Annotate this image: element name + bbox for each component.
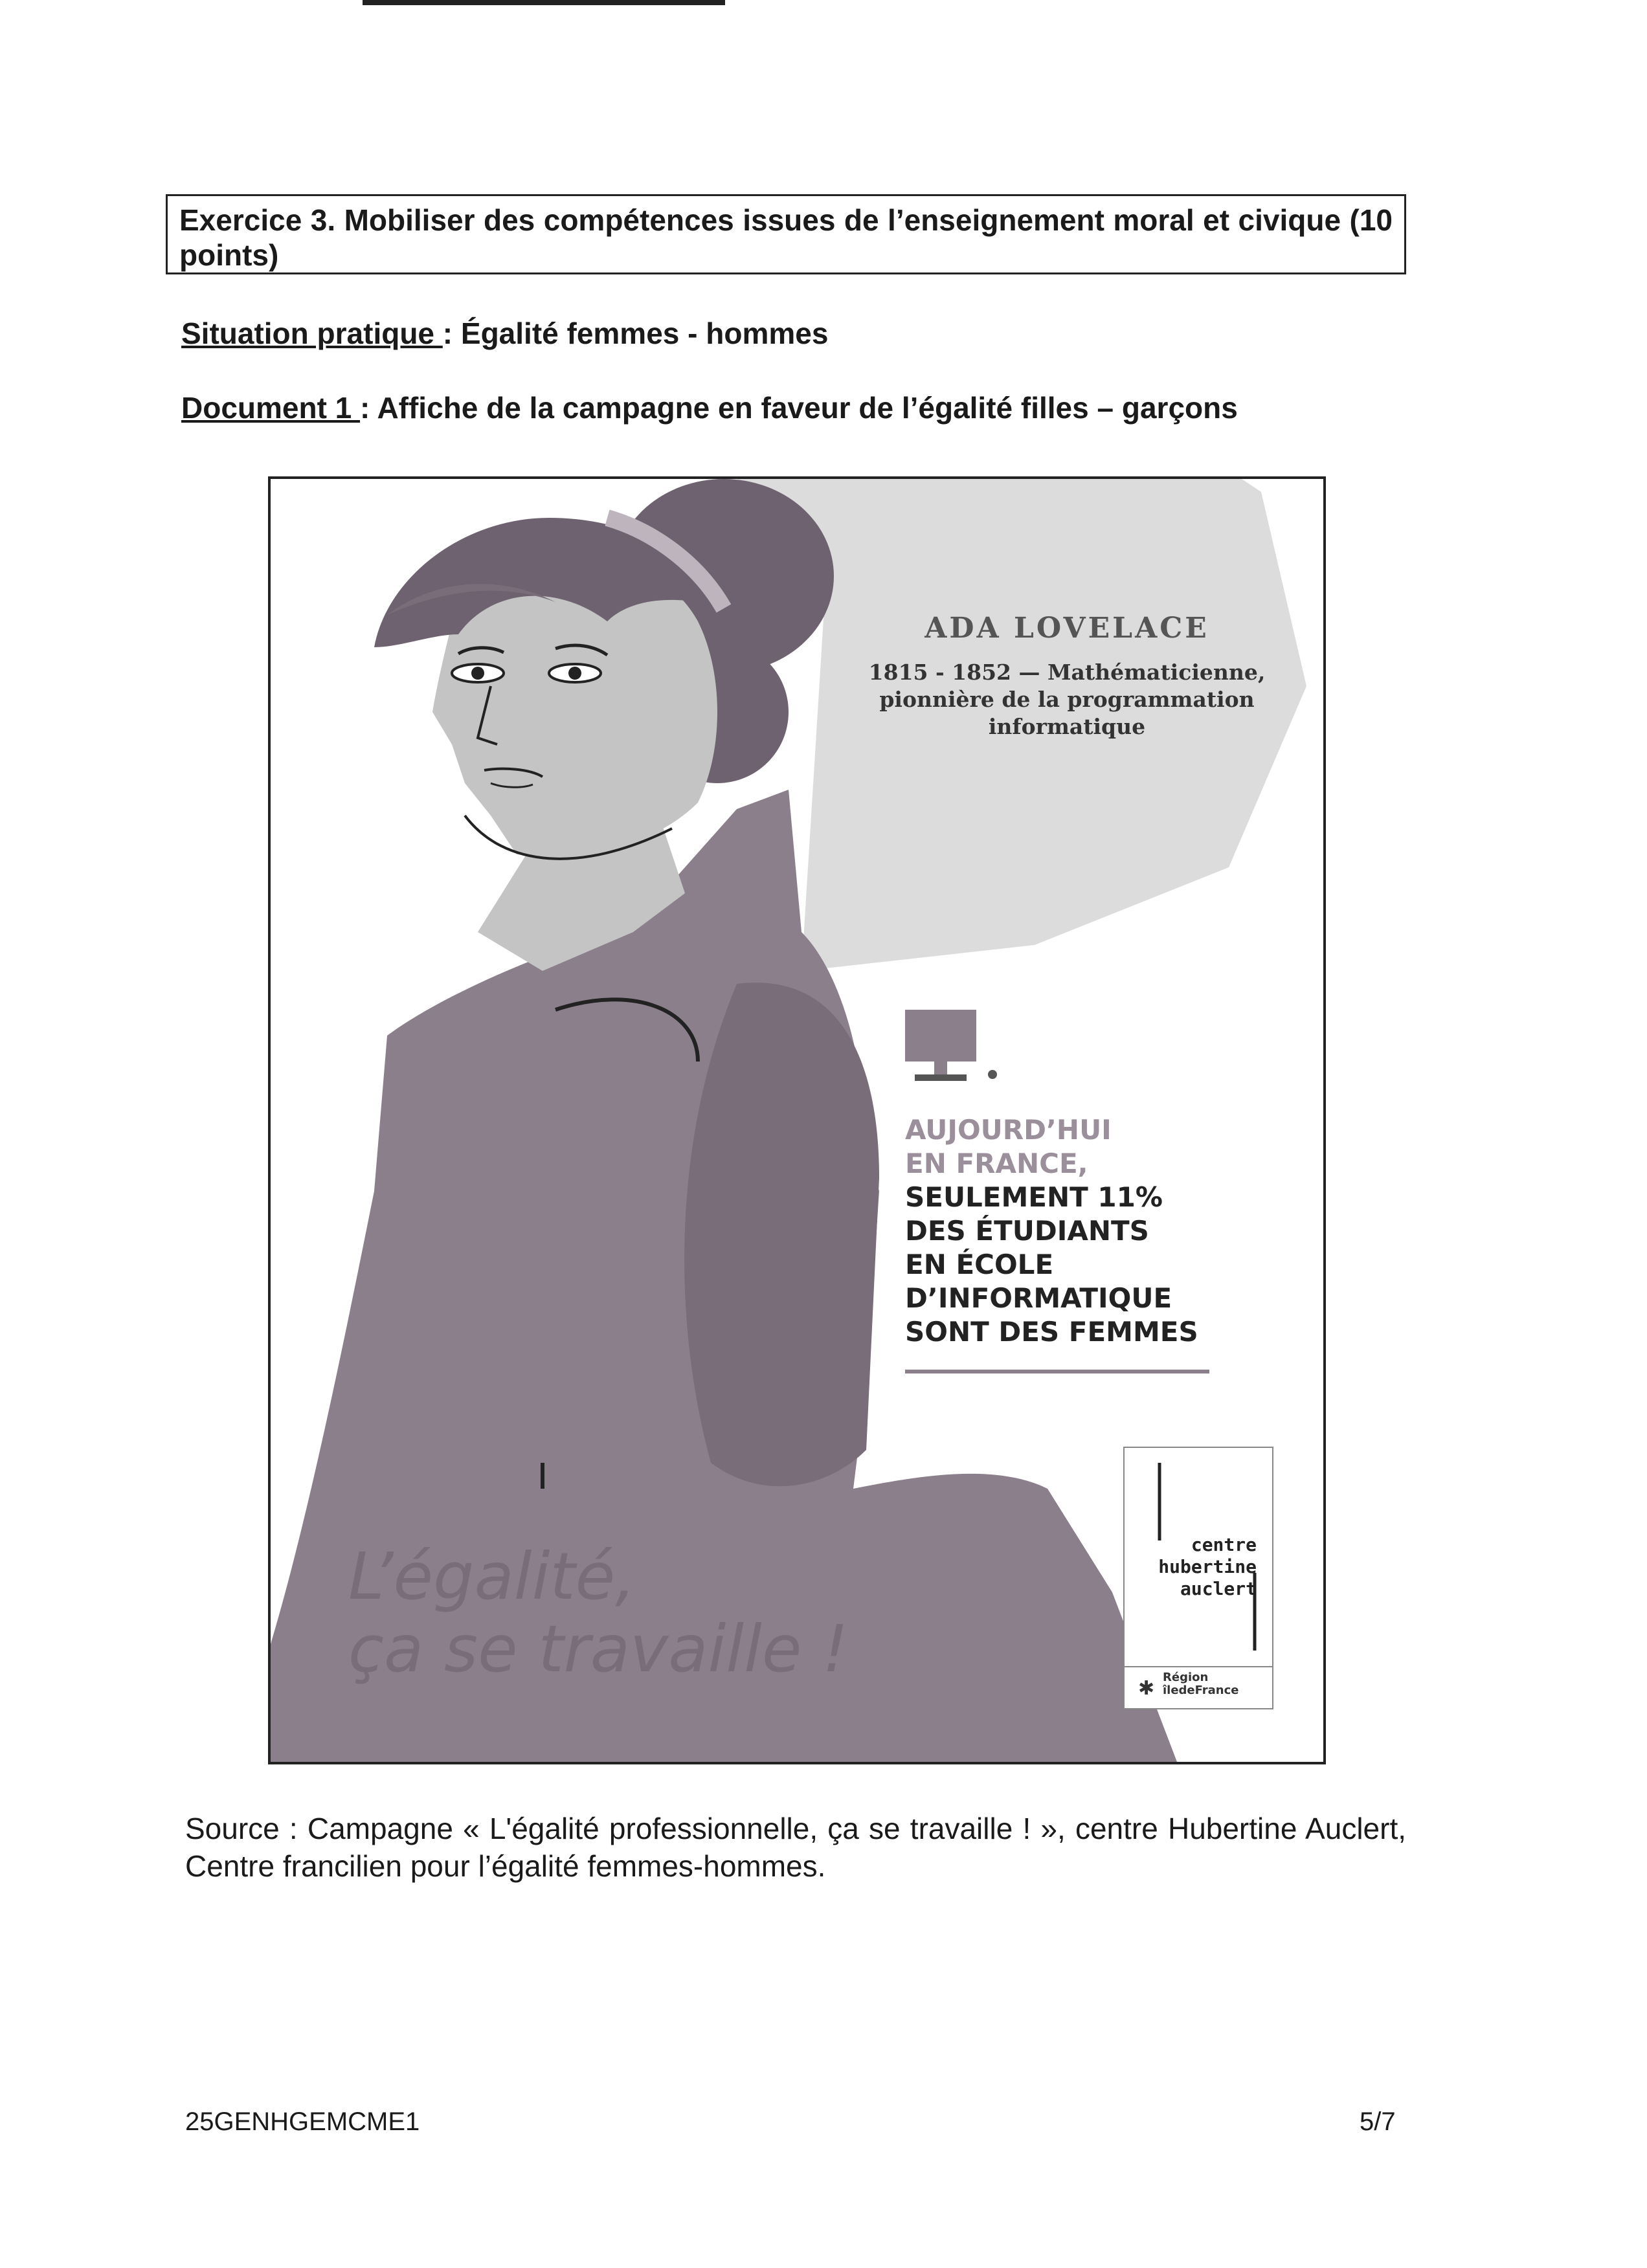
right-pupil bbox=[568, 667, 581, 680]
document1-line bbox=[181, 390, 1238, 426]
slogan-line2: ça se travaille ! bbox=[348, 1611, 849, 1687]
slogan-line1: L’égalité, bbox=[348, 1539, 636, 1614]
poster-stat bbox=[905, 1113, 1198, 1349]
stat-line-1: AUJOURD’HUI bbox=[905, 1114, 1112, 1146]
computer-icon bbox=[905, 1010, 997, 1081]
sleeve-shape bbox=[684, 983, 879, 1486]
stat-underline bbox=[905, 1370, 1209, 1373]
region-logo bbox=[1163, 1671, 1239, 1697]
poster-slogan bbox=[348, 1540, 848, 1685]
stat-line-3: SEULEMENT 11% bbox=[905, 1181, 1163, 1213]
situation-separator: : bbox=[442, 317, 461, 350]
stat-line-7: SONT DES FEMMES bbox=[905, 1316, 1198, 1348]
situation-line bbox=[181, 315, 828, 351]
footer-page-number: 5/7 bbox=[1360, 2107, 1396, 2136]
footer-code: 25GENHGEMCME1 bbox=[185, 2107, 420, 2136]
logo-line3: auclert bbox=[1180, 1578, 1257, 1599]
document1-label: Document 1 bbox=[181, 391, 361, 425]
campaign-poster bbox=[268, 476, 1326, 1764]
poster-name: ADA LOVELACE bbox=[924, 612, 1209, 645]
region-line1: Région bbox=[1163, 1671, 1209, 1684]
document1-text: Affiche de la campagne en faveur de l’égalité filles – garçons bbox=[377, 391, 1238, 425]
stat-line-4: DES ÉTUDIANTS bbox=[905, 1215, 1149, 1247]
stat-line-6: D’INFORMATIQUE bbox=[905, 1282, 1172, 1314]
poster-bio-line2: pionnière de la programmation bbox=[879, 687, 1255, 712]
scan-top-mark bbox=[363, 0, 725, 5]
poster-bio bbox=[840, 659, 1294, 740]
stat-line-2: EN FRANCE, bbox=[905, 1148, 1088, 1179]
logo-text bbox=[1124, 1534, 1257, 1600]
logo-line1: centre bbox=[1191, 1534, 1257, 1555]
region-star-icon: ✱ bbox=[1138, 1677, 1155, 1700]
document1-separator: : bbox=[360, 391, 377, 425]
situation-label: Situation pratique bbox=[181, 317, 443, 350]
exercise-heading bbox=[166, 194, 1406, 274]
situation-text: Égalité femmes - hommes bbox=[460, 317, 829, 350]
exercise-title: Exercice 3. Mobiliser des compétences issues de l’enseignement moral et civique (10 points) bbox=[179, 203, 1393, 272]
poster-bio-line1: 1815 - 1852 — Mathématicienne, bbox=[868, 660, 1266, 685]
poster-bio-line3: informatique bbox=[988, 714, 1146, 739]
logo-line2: hubertine bbox=[1158, 1556, 1257, 1577]
stat-line-5: EN ÉCOLE bbox=[905, 1249, 1054, 1280]
region-line2: îledeFrance bbox=[1163, 1684, 1239, 1697]
source-citation: Source : Campagne « L'égalité professionnelle, ça se travaille ! », centre Hubertine Auclert, Centre francilien pour l’égalité femmes-hommes. bbox=[185, 1812, 1406, 1883]
left-pupil bbox=[471, 667, 484, 680]
